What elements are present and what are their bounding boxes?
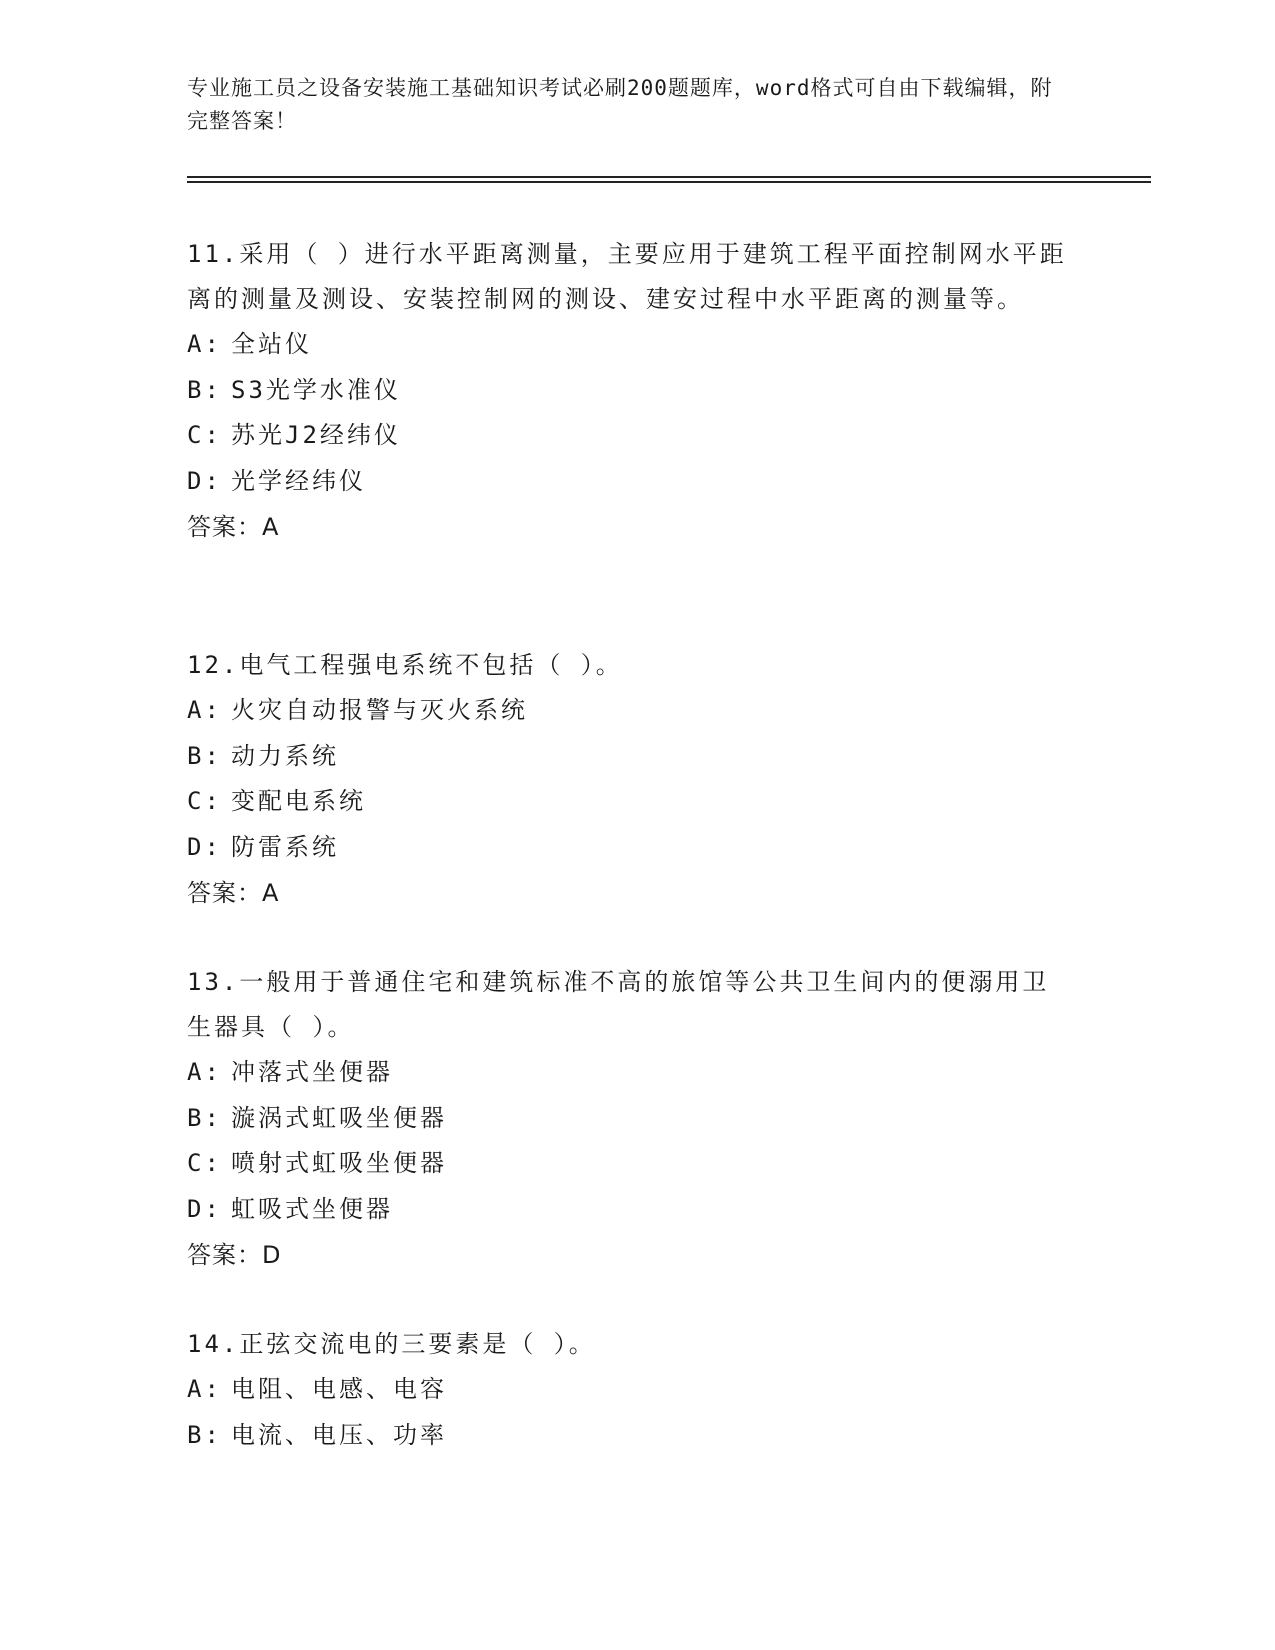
document-header: 专业施工员之设备安装施工基础知识考试必刷200题题库，word格式可自由下载编辑，附完整答案！ [187, 76, 1053, 133]
option-d [187, 1187, 1067, 1233]
option-text: 喷射式虹吸坐便器 [231, 1149, 447, 1177]
answer-value: D [262, 1241, 282, 1269]
option-letter: D: [187, 466, 222, 495]
option-b [187, 734, 1067, 780]
option-a [187, 322, 1067, 368]
option-letter: D: [187, 832, 222, 861]
option-letter: C: [187, 421, 222, 449]
option-text: 动力系统 [231, 741, 339, 770]
question-text: 11.采用（ ）进行水平距离测量，主要应用于建筑工程平面控制网水平距离的测量及测设、安装控制网的测设、建安过程中水平距离的测量等。 [187, 240, 1067, 313]
option-letter: B: [187, 741, 222, 770]
question-text: 13.一般用于普通住宅和建筑标准不高的旅馆等公共卫生间内的便溺用卫生器具（ ）。 [187, 968, 1050, 1041]
answer-line [187, 504, 1067, 550]
option-letter: C: [187, 787, 222, 815]
header-divider-bottom [187, 181, 1151, 183]
option-letter: B: [187, 1420, 222, 1449]
header-divider-top [187, 176, 1151, 178]
option-text: 全站仪 [231, 330, 312, 358]
option-text: 光学经纬仪 [231, 466, 366, 495]
option-letter: B: [187, 375, 222, 404]
option-letter: A: [187, 1375, 222, 1403]
option-letter: C: [187, 1149, 222, 1177]
question-text: 14.正弦交流电的三要素是（ ）。 [187, 1330, 596, 1358]
option-d [187, 825, 1067, 871]
answer-label: 答案： [187, 1241, 262, 1269]
option-letter: D: [187, 1194, 222, 1223]
answer-label: 答案： [187, 879, 262, 907]
option-text: 变配电系统 [231, 787, 366, 815]
option-b [187, 1096, 1067, 1142]
option-text: 冲落式坐便器 [231, 1058, 393, 1086]
option-text: 虹吸式坐便器 [231, 1194, 393, 1223]
option-text: 电阻、电感、电容 [231, 1375, 447, 1403]
option-text: 漩涡式虹吸坐便器 [231, 1103, 447, 1132]
option-text: 防雷系统 [231, 832, 339, 861]
option-letter: A: [187, 696, 222, 724]
option-text: 苏光J2经纬仪 [231, 421, 401, 449]
answer-line [187, 1232, 1067, 1278]
option-letter: A: [187, 1058, 222, 1086]
option-d [187, 459, 1067, 505]
option-text: 火灾自动报警与灭火系统 [231, 696, 528, 724]
answer-value: A [262, 513, 280, 541]
option-b [187, 1413, 1067, 1459]
question-14 [187, 1322, 1067, 1458]
option-text: 电流、电压、功率 [231, 1420, 447, 1449]
option-text: S3光学水准仪 [231, 375, 401, 404]
option-a [187, 1367, 1067, 1413]
question-text: 12.电气工程强电系统不包括（ ）。 [187, 651, 623, 679]
question-13 [187, 960, 1067, 1278]
option-letter: B: [187, 1103, 222, 1132]
option-c [187, 779, 1067, 825]
question-12 [187, 643, 1067, 916]
option-a [187, 688, 1067, 734]
answer-label: 答案： [187, 513, 262, 541]
option-letter: A: [187, 330, 222, 358]
answer-line [187, 870, 1067, 916]
question-11 [187, 232, 1067, 550]
option-c [187, 1141, 1067, 1187]
option-c [187, 413, 1067, 459]
option-a [187, 1050, 1067, 1096]
option-b [187, 368, 1067, 414]
answer-value: A [262, 879, 280, 907]
